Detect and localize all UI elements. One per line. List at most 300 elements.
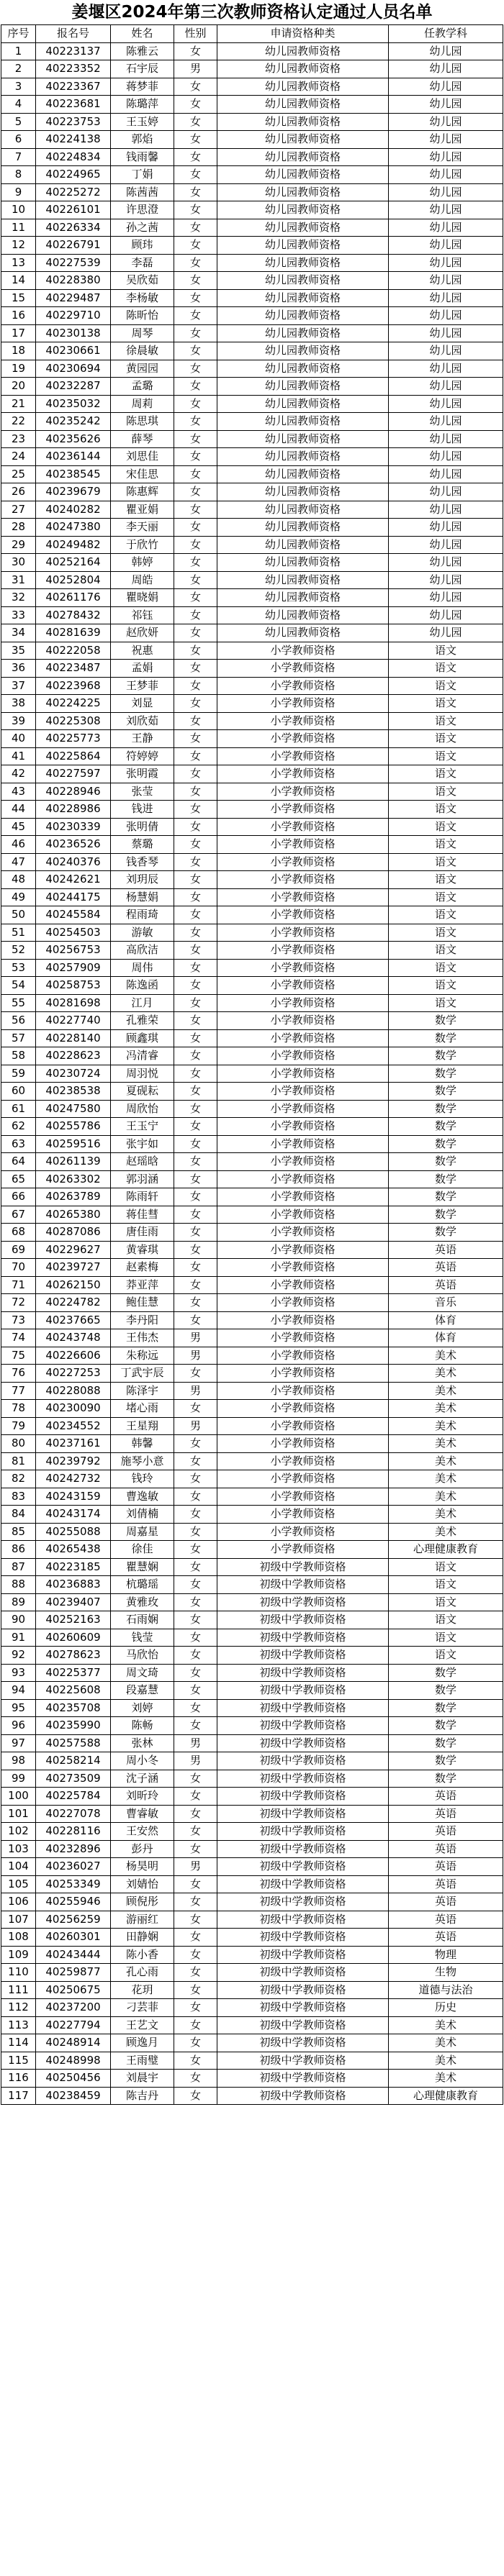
cell-gender: 女 bbox=[174, 519, 217, 537]
cell-gender: 女 bbox=[174, 324, 217, 342]
cell-qualification-type: 小学教师资格 bbox=[217, 783, 389, 801]
cell-subject: 语文 bbox=[389, 818, 503, 836]
table-row bbox=[1, 554, 503, 572]
cell-subject: 数学 bbox=[389, 1118, 503, 1136]
cell-qualification-type: 初级中学教师资格 bbox=[217, 1593, 389, 1611]
table-row bbox=[1, 977, 503, 995]
cell-name: 马欣怡 bbox=[111, 1647, 174, 1665]
table-row bbox=[1, 1382, 503, 1400]
cell-registration-number: 40238545 bbox=[36, 465, 111, 483]
cell-name: 王梦菲 bbox=[111, 677, 174, 695]
cell-subject: 幼儿园 bbox=[389, 289, 503, 307]
cell-registration-number: 40253349 bbox=[36, 1875, 111, 1893]
table-row bbox=[1, 78, 503, 96]
cell-gender: 女 bbox=[174, 1893, 217, 1911]
cell-name: 顾逸月 bbox=[111, 2034, 174, 2052]
cell-qualification-type: 幼儿园教师资格 bbox=[217, 342, 389, 360]
cell-name: 祁钰 bbox=[111, 606, 174, 624]
cell-qualification-type: 小学教师资格 bbox=[217, 888, 389, 906]
cell-subject: 数学 bbox=[389, 1029, 503, 1047]
cell-registration-number: 40237161 bbox=[36, 1435, 111, 1453]
table-row bbox=[1, 1858, 503, 1876]
cell-registration-number: 40226334 bbox=[36, 219, 111, 237]
cell-index: 30 bbox=[1, 554, 36, 572]
cell-name: 薛琴 bbox=[111, 430, 174, 448]
table-row bbox=[1, 113, 503, 131]
cell-gender: 女 bbox=[174, 237, 217, 255]
cell-gender: 男 bbox=[174, 1417, 217, 1435]
cell-registration-number: 40236027 bbox=[36, 1858, 111, 1876]
cell-qualification-type: 幼儿园教师资格 bbox=[217, 131, 389, 149]
cell-gender: 女 bbox=[174, 1241, 217, 1259]
cell-subject: 幼儿园 bbox=[389, 360, 503, 378]
table-row bbox=[1, 1206, 503, 1224]
cell-name: 张明霞 bbox=[111, 765, 174, 783]
table-row bbox=[1, 747, 503, 765]
cell-index: 105 bbox=[1, 1875, 36, 1893]
cell-index: 87 bbox=[1, 1558, 36, 1576]
table-row bbox=[1, 888, 503, 906]
cell-gender: 女 bbox=[174, 1012, 217, 1030]
cell-registration-number: 40223137 bbox=[36, 42, 111, 60]
cell-index: 27 bbox=[1, 501, 36, 519]
cell-subject: 幼儿园 bbox=[389, 465, 503, 483]
cell-gender: 女 bbox=[174, 1276, 217, 1294]
cell-qualification-type: 小学教师资格 bbox=[217, 1029, 389, 1047]
cell-index: 31 bbox=[1, 571, 36, 589]
table-row bbox=[1, 1875, 503, 1893]
cell-index: 26 bbox=[1, 483, 36, 501]
cell-name: 陈昕怡 bbox=[111, 307, 174, 325]
cell-gender: 女 bbox=[174, 1118, 217, 1136]
cell-index: 48 bbox=[1, 871, 36, 889]
cell-qualification-type: 小学教师资格 bbox=[217, 1382, 389, 1400]
cell-qualification-type: 小学教师资格 bbox=[217, 677, 389, 695]
cell-subject: 幼儿园 bbox=[389, 96, 503, 114]
cell-subject: 数学 bbox=[389, 1664, 503, 1682]
cell-name: 孟娟 bbox=[111, 660, 174, 678]
cell-qualification-type: 幼儿园教师资格 bbox=[217, 624, 389, 642]
cell-index: 19 bbox=[1, 360, 36, 378]
cell-qualification-type: 幼儿园教师资格 bbox=[217, 148, 389, 166]
cell-gender: 女 bbox=[174, 1647, 217, 1665]
cell-index: 35 bbox=[1, 642, 36, 660]
cell-qualification-type: 初级中学教师资格 bbox=[217, 2052, 389, 2070]
cell-name: 游敏 bbox=[111, 924, 174, 942]
cell-index: 36 bbox=[1, 660, 36, 678]
cell-gender: 女 bbox=[174, 2034, 217, 2052]
cell-index: 116 bbox=[1, 2070, 36, 2088]
cell-index: 61 bbox=[1, 1100, 36, 1118]
table-row bbox=[1, 1682, 503, 1700]
cell-gender: 女 bbox=[174, 1788, 217, 1806]
cell-name: 孔雅荣 bbox=[111, 1012, 174, 1030]
cell-qualification-type: 小学教师资格 bbox=[217, 1047, 389, 1065]
table-row bbox=[1, 1224, 503, 1242]
table-row bbox=[1, 536, 503, 554]
cell-subject: 美术 bbox=[389, 1382, 503, 1400]
cell-index: 69 bbox=[1, 1241, 36, 1259]
table-row bbox=[1, 378, 503, 396]
cell-gender: 女 bbox=[174, 2016, 217, 2034]
table-row bbox=[1, 1946, 503, 1964]
cell-subject: 英语 bbox=[389, 1893, 503, 1911]
cell-qualification-type: 初级中学教师资格 bbox=[217, 1770, 389, 1788]
cell-registration-number: 40243159 bbox=[36, 1488, 111, 1506]
cell-gender: 女 bbox=[174, 765, 217, 783]
cell-subject: 幼儿园 bbox=[389, 501, 503, 519]
cell-registration-number: 40255088 bbox=[36, 1523, 111, 1541]
cell-qualification-type: 小学教师资格 bbox=[217, 1294, 389, 1312]
cell-registration-number: 40230090 bbox=[36, 1400, 111, 1418]
cell-index: 100 bbox=[1, 1788, 36, 1806]
cell-index: 91 bbox=[1, 1629, 36, 1647]
table-row bbox=[1, 2016, 503, 2034]
cell-name: 杨昊明 bbox=[111, 1858, 174, 1876]
cell-registration-number: 40263789 bbox=[36, 1188, 111, 1206]
cell-gender: 女 bbox=[174, 1153, 217, 1171]
cell-name: 陈泽宇 bbox=[111, 1382, 174, 1400]
cell-gender: 女 bbox=[174, 536, 217, 554]
cell-registration-number: 40234552 bbox=[36, 1417, 111, 1435]
cell-gender: 女 bbox=[174, 201, 217, 219]
cell-subject: 幼儿园 bbox=[389, 60, 503, 78]
table-row bbox=[1, 1999, 503, 2017]
cell-qualification-type: 初级中学教师资格 bbox=[217, 1946, 389, 1964]
cell-gender: 女 bbox=[174, 924, 217, 942]
cell-registration-number: 40256753 bbox=[36, 942, 111, 960]
cell-subject: 幼儿园 bbox=[389, 395, 503, 413]
cell-index: 40 bbox=[1, 730, 36, 748]
cell-index: 57 bbox=[1, 1029, 36, 1047]
cell-name: 陈逸函 bbox=[111, 977, 174, 995]
table-row bbox=[1, 1259, 503, 1277]
cell-subject: 语文 bbox=[389, 977, 503, 995]
cell-qualification-type: 小学教师资格 bbox=[217, 730, 389, 748]
table-row bbox=[1, 1981, 503, 1999]
cell-index: 60 bbox=[1, 1083, 36, 1101]
cell-gender: 女 bbox=[174, 1593, 217, 1611]
table-row bbox=[1, 219, 503, 237]
cell-qualification-type: 小学教师资格 bbox=[217, 1329, 389, 1347]
cell-subject: 数学 bbox=[389, 1188, 503, 1206]
table-row bbox=[1, 183, 503, 201]
cell-gender: 女 bbox=[174, 1311, 217, 1329]
table-row bbox=[1, 959, 503, 977]
cell-index: 47 bbox=[1, 853, 36, 871]
cell-index: 77 bbox=[1, 1382, 36, 1400]
table-row bbox=[1, 1541, 503, 1559]
cell-subject: 语文 bbox=[389, 836, 503, 854]
cell-index: 68 bbox=[1, 1224, 36, 1242]
table-row bbox=[1, 42, 503, 60]
cell-gender: 女 bbox=[174, 624, 217, 642]
cell-qualification-type: 初级中学教师资格 bbox=[217, 1734, 389, 1752]
cell-registration-number: 40249482 bbox=[36, 536, 111, 554]
cell-gender: 女 bbox=[174, 1259, 217, 1277]
cell-subject: 音乐 bbox=[389, 1294, 503, 1312]
cell-index: 111 bbox=[1, 1981, 36, 1999]
cell-index: 67 bbox=[1, 1206, 36, 1224]
cell-gender: 女 bbox=[174, 1946, 217, 1964]
table-row bbox=[1, 1929, 503, 1947]
cell-name: 王静 bbox=[111, 730, 174, 748]
cell-gender: 男 bbox=[174, 1347, 217, 1365]
cell-name: 周琴 bbox=[111, 324, 174, 342]
cell-qualification-type: 小学教师资格 bbox=[217, 1118, 389, 1136]
table-row bbox=[1, 1029, 503, 1047]
cell-subject: 语文 bbox=[389, 747, 503, 765]
cell-subject: 幼儿园 bbox=[389, 430, 503, 448]
cell-name: 韩馨 bbox=[111, 1435, 174, 1453]
cell-subject: 幼儿园 bbox=[389, 307, 503, 325]
cell-name: 刘婷 bbox=[111, 1699, 174, 1717]
cell-subject: 数学 bbox=[389, 1065, 503, 1083]
cell-gender: 女 bbox=[174, 1435, 217, 1453]
cell-gender: 女 bbox=[174, 501, 217, 519]
cell-qualification-type: 小学教师资格 bbox=[217, 695, 389, 713]
cell-qualification-type: 小学教师资格 bbox=[217, 747, 389, 765]
cell-subject: 数学 bbox=[389, 1100, 503, 1118]
cell-gender: 女 bbox=[174, 131, 217, 149]
cell-gender: 女 bbox=[174, 289, 217, 307]
cell-qualification-type: 小学教师资格 bbox=[217, 1365, 389, 1383]
cell-name: 钱进 bbox=[111, 801, 174, 819]
cell-name: 瞿慧娴 bbox=[111, 1558, 174, 1576]
cell-subject: 语文 bbox=[389, 853, 503, 871]
cell-gender: 女 bbox=[174, 483, 217, 501]
cell-gender: 女 bbox=[174, 430, 217, 448]
cell-registration-number: 40237200 bbox=[36, 1999, 111, 2017]
cell-registration-number: 40224965 bbox=[36, 166, 111, 184]
cell-name: 陈璐萍 bbox=[111, 96, 174, 114]
table-row bbox=[1, 60, 503, 78]
cell-qualification-type: 小学教师资格 bbox=[217, 1311, 389, 1329]
cell-index: 114 bbox=[1, 2034, 36, 2052]
table-row bbox=[1, 237, 503, 255]
cell-subject: 数学 bbox=[389, 1699, 503, 1717]
cell-index: 6 bbox=[1, 131, 36, 149]
cell-name: 张莹 bbox=[111, 783, 174, 801]
cell-qualification-type: 幼儿园教师资格 bbox=[217, 113, 389, 131]
cell-name: 王安然 bbox=[111, 1823, 174, 1841]
cell-registration-number: 40228140 bbox=[36, 1029, 111, 1047]
cell-name: 钱玲 bbox=[111, 1470, 174, 1488]
cell-gender: 女 bbox=[174, 888, 217, 906]
cell-qualification-type: 幼儿园教师资格 bbox=[217, 606, 389, 624]
cell-gender: 女 bbox=[174, 677, 217, 695]
cell-registration-number: 40224782 bbox=[36, 1294, 111, 1312]
cell-subject: 语文 bbox=[389, 959, 503, 977]
header-subject: 任教学科 bbox=[389, 25, 503, 43]
cell-gender: 女 bbox=[174, 1365, 217, 1383]
cell-registration-number: 40248914 bbox=[36, 2034, 111, 2052]
cell-name: 刘昕玲 bbox=[111, 1788, 174, 1806]
cell-registration-number: 40228088 bbox=[36, 1382, 111, 1400]
cell-index: 79 bbox=[1, 1417, 36, 1435]
cell-gender: 女 bbox=[174, 801, 217, 819]
cell-name: 祝惠 bbox=[111, 642, 174, 660]
cell-subject: 数学 bbox=[389, 1734, 503, 1752]
cell-gender: 女 bbox=[174, 2070, 217, 2088]
cell-subject: 语文 bbox=[389, 994, 503, 1012]
cell-registration-number: 40260301 bbox=[36, 1929, 111, 1947]
cell-name: 孟璐 bbox=[111, 378, 174, 396]
cell-name: 施琴小意 bbox=[111, 1452, 174, 1470]
table-row bbox=[1, 1241, 503, 1259]
table-row bbox=[1, 501, 503, 519]
cell-name: 徐晨敏 bbox=[111, 342, 174, 360]
cell-name: 陈惠辉 bbox=[111, 483, 174, 501]
cell-gender: 女 bbox=[174, 1699, 217, 1717]
cell-index: 88 bbox=[1, 1576, 36, 1594]
cell-gender: 男 bbox=[174, 1858, 217, 1876]
cell-qualification-type: 幼儿园教师资格 bbox=[217, 254, 389, 272]
table-row bbox=[1, 1417, 503, 1435]
cell-name: 刘倩楠 bbox=[111, 1506, 174, 1524]
cell-index: 117 bbox=[1, 2087, 36, 2105]
cell-subject: 语文 bbox=[389, 1629, 503, 1647]
cell-registration-number: 40257588 bbox=[36, 1734, 111, 1752]
table-row bbox=[1, 994, 503, 1012]
cell-index: 62 bbox=[1, 1118, 36, 1136]
table-row bbox=[1, 1840, 503, 1858]
cell-name: 周小冬 bbox=[111, 1752, 174, 1770]
cell-gender: 女 bbox=[174, 853, 217, 871]
cell-subject: 美术 bbox=[389, 1506, 503, 1524]
table-row bbox=[1, 730, 503, 748]
cell-registration-number: 40239792 bbox=[36, 1452, 111, 1470]
cell-registration-number: 40260609 bbox=[36, 1629, 111, 1647]
cell-name: 丁娟 bbox=[111, 166, 174, 184]
cell-name: 孔心雨 bbox=[111, 1964, 174, 1982]
cell-qualification-type: 初级中学教师资格 bbox=[217, 1858, 389, 1876]
cell-gender: 女 bbox=[174, 378, 217, 396]
cell-gender: 女 bbox=[174, 818, 217, 836]
cell-name: 瞿晓娟 bbox=[111, 589, 174, 607]
cell-qualification-type: 幼儿园教师资格 bbox=[217, 201, 389, 219]
table-row bbox=[1, 1788, 503, 1806]
cell-name: 唐佳雨 bbox=[111, 1224, 174, 1242]
cell-registration-number: 40273509 bbox=[36, 1770, 111, 1788]
cell-index: 108 bbox=[1, 1929, 36, 1947]
cell-registration-number: 40243748 bbox=[36, 1329, 111, 1347]
cell-index: 24 bbox=[1, 448, 36, 466]
cell-subject: 心理健康教育 bbox=[389, 2087, 503, 2105]
cell-index: 102 bbox=[1, 1823, 36, 1841]
cell-registration-number: 40247380 bbox=[36, 519, 111, 537]
table-row bbox=[1, 765, 503, 783]
cell-gender: 女 bbox=[174, 1558, 217, 1576]
cell-subject: 美术 bbox=[389, 1347, 503, 1365]
cell-qualification-type: 初级中学教师资格 bbox=[217, 1964, 389, 1982]
cell-index: 51 bbox=[1, 924, 36, 942]
table-row bbox=[1, 1470, 503, 1488]
table-row bbox=[1, 96, 503, 114]
cell-gender: 女 bbox=[174, 1294, 217, 1312]
cell-subject: 语文 bbox=[389, 801, 503, 819]
cell-subject: 美术 bbox=[389, 2016, 503, 2034]
cell-gender: 女 bbox=[174, 307, 217, 325]
cell-qualification-type: 幼儿园教师资格 bbox=[217, 272, 389, 290]
cell-gender: 女 bbox=[174, 342, 217, 360]
cell-index: 107 bbox=[1, 1911, 36, 1929]
cell-index: 5 bbox=[1, 113, 36, 131]
table-row bbox=[1, 483, 503, 501]
cell-qualification-type: 幼儿园教师资格 bbox=[217, 554, 389, 572]
cell-gender: 女 bbox=[174, 959, 217, 977]
cell-subject: 历史 bbox=[389, 1999, 503, 2017]
cell-name: 陈思琪 bbox=[111, 413, 174, 431]
cell-name: 李磊 bbox=[111, 254, 174, 272]
cell-name: 莽亚萍 bbox=[111, 1276, 174, 1294]
cell-index: 55 bbox=[1, 994, 36, 1012]
cell-registration-number: 40225784 bbox=[36, 1788, 111, 1806]
cell-gender: 女 bbox=[174, 977, 217, 995]
cell-qualification-type: 幼儿园教师资格 bbox=[217, 589, 389, 607]
cell-name: 曹逸敏 bbox=[111, 1488, 174, 1506]
cell-index: 110 bbox=[1, 1964, 36, 1982]
cell-gender: 女 bbox=[174, 1206, 217, 1224]
cell-name: 王伟杰 bbox=[111, 1329, 174, 1347]
table-row bbox=[1, 906, 503, 924]
cell-qualification-type: 初级中学教师资格 bbox=[217, 1840, 389, 1858]
cell-qualification-type: 小学教师资格 bbox=[217, 1488, 389, 1506]
table-row bbox=[1, 1329, 503, 1347]
table-row bbox=[1, 1752, 503, 1770]
cell-registration-number: 40243174 bbox=[36, 1506, 111, 1524]
cell-subject: 美术 bbox=[389, 2034, 503, 2052]
table-row bbox=[1, 642, 503, 660]
cell-subject: 英语 bbox=[389, 1823, 503, 1841]
cell-registration-number: 40255786 bbox=[36, 1118, 111, 1136]
cell-qualification-type: 小学教师资格 bbox=[217, 818, 389, 836]
table-row bbox=[1, 1576, 503, 1594]
cell-qualification-type: 小学教师资格 bbox=[217, 1153, 389, 1171]
cell-gender: 女 bbox=[174, 871, 217, 889]
cell-registration-number: 40235708 bbox=[36, 1699, 111, 1717]
cell-qualification-type: 初级中学教师资格 bbox=[217, 1929, 389, 1947]
cell-registration-number: 40281639 bbox=[36, 624, 111, 642]
cell-name: 程雨琦 bbox=[111, 906, 174, 924]
cell-subject: 幼儿园 bbox=[389, 483, 503, 501]
table-row bbox=[1, 836, 503, 854]
cell-registration-number: 40258753 bbox=[36, 977, 111, 995]
cell-registration-number: 40224225 bbox=[36, 695, 111, 713]
cell-index: 66 bbox=[1, 1188, 36, 1206]
cell-index: 74 bbox=[1, 1329, 36, 1347]
cell-gender: 女 bbox=[174, 1047, 217, 1065]
table-row bbox=[1, 307, 503, 325]
cell-gender: 女 bbox=[174, 96, 217, 114]
cell-index: 41 bbox=[1, 747, 36, 765]
cell-subject: 幼儿园 bbox=[389, 183, 503, 201]
cell-name: 杭璐瑶 bbox=[111, 1576, 174, 1594]
cell-qualification-type: 初级中学教师资格 bbox=[217, 1788, 389, 1806]
cell-index: 28 bbox=[1, 519, 36, 537]
cell-gender: 男 bbox=[174, 1329, 217, 1347]
cell-subject: 美术 bbox=[389, 1488, 503, 1506]
cell-gender: 女 bbox=[174, 1400, 217, 1418]
cell-index: 14 bbox=[1, 272, 36, 290]
cell-index: 70 bbox=[1, 1259, 36, 1277]
cell-index: 34 bbox=[1, 624, 36, 642]
cell-index: 7 bbox=[1, 148, 36, 166]
cell-gender: 女 bbox=[174, 219, 217, 237]
table-row bbox=[1, 818, 503, 836]
cell-index: 81 bbox=[1, 1452, 36, 1470]
cell-subject: 美术 bbox=[389, 2070, 503, 2088]
